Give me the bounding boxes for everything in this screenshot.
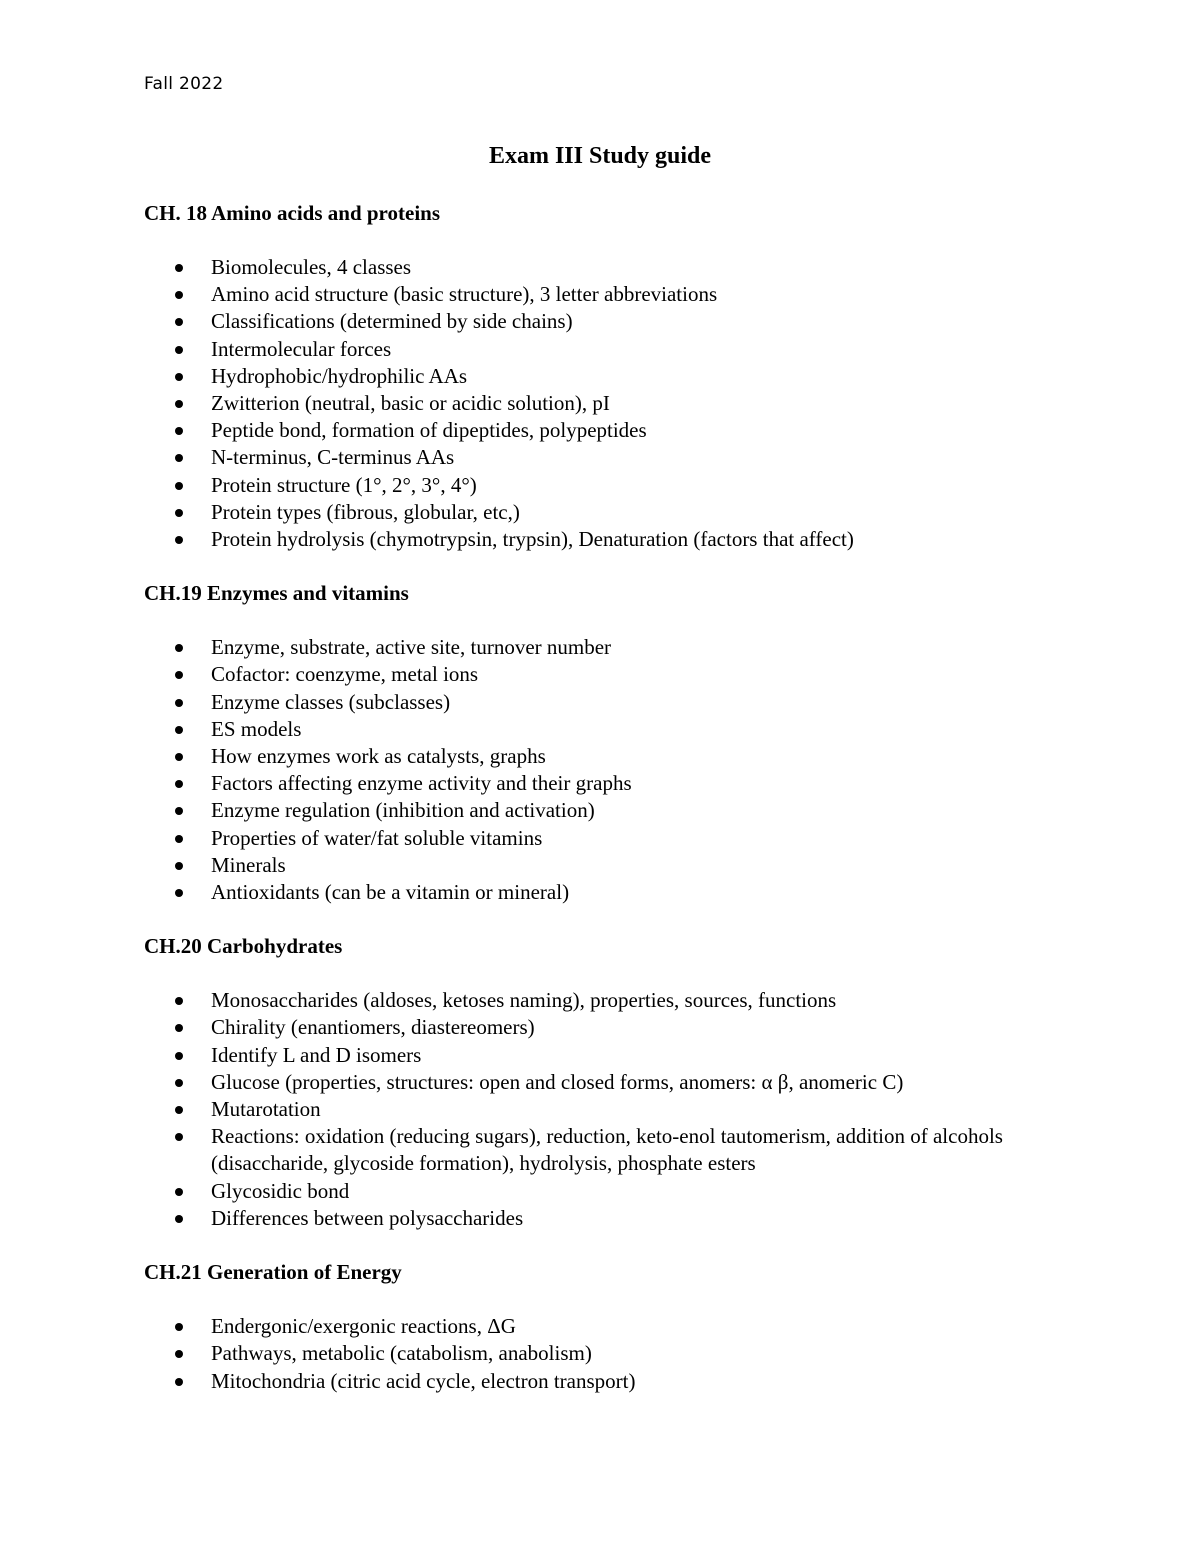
list-item-text: Identify L and D isomers (211, 1042, 422, 1067)
bullet-icon (175, 1079, 183, 1087)
list-item-text: N-terminus, C-terminus AAs (211, 445, 455, 470)
list-item (144, 1205, 1044, 1232)
list-item-text: Intermolecular forces (211, 336, 392, 361)
list-item (144, 363, 1044, 390)
list-item-text: Classifications (determined by side chains) (211, 309, 573, 334)
list-item (144, 1178, 1044, 1205)
bullet-icon (175, 807, 183, 815)
list-item (144, 743, 1044, 770)
list-item (144, 661, 1044, 688)
bullet-icon (175, 482, 183, 490)
bullet-icon (175, 1106, 183, 1114)
bullet-icon (175, 509, 183, 517)
list-item-text: Differences between polysaccharides (211, 1205, 524, 1230)
list-item (144, 987, 1044, 1014)
list-item (144, 1368, 1044, 1395)
list-item (144, 254, 1044, 281)
list-item (144, 444, 1044, 471)
bullet-icon (175, 1323, 183, 1331)
list-item-text: Enzyme classes (subclasses) (211, 689, 451, 714)
list-item (144, 852, 1044, 879)
bullet-list (144, 634, 1044, 906)
bullet-icon (175, 699, 183, 707)
list-item-text: Pathways, metabolic (catabolism, anabolism) (211, 1341, 592, 1366)
list-item (144, 1069, 1044, 1096)
section-heading: CH.21 Generation of Energy (144, 1260, 402, 1285)
list-item-text: Properties of water/fat soluble vitamins (211, 825, 543, 850)
list-item (144, 1340, 1044, 1367)
list-item (144, 879, 1044, 906)
list-item (144, 1042, 1044, 1069)
list-item-text: Minerals (211, 852, 286, 877)
list-item (144, 472, 1044, 499)
bullet-icon (175, 318, 183, 326)
list-item (144, 1014, 1044, 1041)
list-item-text: Reactions: oxidation (reducing sugars), reduction, keto-enol tautomerism, addition of alcohols (disaccharide, glycoside formation), hydrolysis, phosphate esters (211, 1124, 1003, 1176)
bullet-icon (175, 373, 183, 381)
list-item-text: Endergonic/exergonic reactions, ΔG (211, 1314, 516, 1339)
list-item-text: How enzymes work as catalysts, graphs (211, 744, 546, 769)
list-item-text: Protein structure (1°, 2°, 3°, 4°) (211, 472, 477, 497)
bullet-icon (175, 427, 183, 435)
list-item-text: Glycosidic bond (211, 1178, 350, 1203)
bullet-icon (175, 264, 183, 272)
list-item (144, 308, 1044, 335)
bullet-icon (175, 753, 183, 761)
section-heading: CH.19 Enzymes and vitamins (144, 581, 409, 606)
list-item-text: Enzyme regulation (inhibition and activation) (211, 798, 595, 823)
bullet-icon (175, 1188, 183, 1196)
list-item-text: Hydrophobic/hydrophilic AAs (211, 363, 468, 388)
list-item (144, 1096, 1044, 1123)
list-item (144, 336, 1044, 363)
bullet-icon (175, 889, 183, 897)
list-item (144, 1313, 1044, 1340)
list-item-text: Protein types (fibrous, globular, etc,) (211, 499, 520, 524)
bullet-icon (175, 400, 183, 408)
section-heading: CH. 18 Amino acids and proteins (144, 201, 440, 225)
bullet-icon (175, 726, 183, 734)
list-item-text: Biomolecules, 4 classes (211, 255, 412, 279)
bullet-list (144, 254, 1044, 553)
list-item-text: Protein hydrolysis (chymotrypsin, trypsin), Denaturation (factors that affect) (211, 527, 854, 552)
bullet-icon (175, 1052, 183, 1060)
list-item (144, 281, 1044, 308)
document-body (144, 200, 1044, 1422)
list-item (144, 689, 1044, 716)
bullet-icon (175, 780, 183, 788)
bullet-list (144, 987, 1044, 1232)
list-item-text: Chirality (enantiomers, diastereomers) (211, 1015, 535, 1040)
bullet-list (144, 1313, 1044, 1395)
list-item-text: ES models (211, 716, 302, 741)
bullet-icon (175, 1133, 183, 1141)
bullet-icon (175, 346, 183, 354)
list-item (144, 1123, 1044, 1177)
list-item-text: Enzyme, substrate, active site, turnover number (211, 635, 612, 660)
list-item (144, 825, 1044, 852)
page-title: Exam III Study guide (488, 143, 712, 169)
bullet-icon (175, 835, 183, 843)
page-header: Fall 2022 (144, 74, 224, 94)
bullet-icon (175, 644, 183, 652)
list-item-text: Factors affecting enzyme activity and their graphs (211, 771, 632, 796)
list-item (144, 634, 1044, 661)
list-item (144, 797, 1044, 824)
bullet-icon (175, 1215, 183, 1223)
list-item (144, 417, 1044, 444)
bullet-icon (175, 671, 183, 679)
list-item (144, 770, 1044, 797)
list-item (144, 526, 1044, 553)
list-item-text: Antioxidants (can be a vitamin or mineral) (211, 880, 570, 905)
list-item (144, 499, 1044, 526)
list-item-text: Glucose (properties, structures: open and closed forms, anomers: α β, anomeric C) (211, 1069, 904, 1094)
bullet-icon (175, 1024, 183, 1032)
list-item-text: Cofactor: coenzyme, metal ions (211, 662, 479, 687)
bullet-icon (175, 454, 183, 462)
list-item-text: Amino acid structure (basic structure), 3 letter abbreviations (211, 282, 718, 307)
list-item-text: Peptide bond, formation of dipeptides, polypeptides (211, 418, 647, 443)
bullet-icon (175, 291, 183, 299)
bullet-icon (175, 862, 183, 870)
section-heading: CH.20 Carbohydrates (144, 934, 343, 959)
bullet-icon (175, 997, 183, 1005)
list-item-text: Mitochondria (citric acid cycle, electron transport) (211, 1368, 636, 1393)
list-item-text: Monosaccharides (aldoses, ketoses naming), properties, sources, functions (211, 988, 837, 1013)
list-item (144, 716, 1044, 743)
bullet-icon (175, 1378, 183, 1386)
list-item (144, 390, 1044, 417)
list-item-text: Zwitterion (neutral, basic or acidic solution), pI (211, 391, 610, 416)
bullet-icon (175, 536, 183, 544)
bullet-icon (175, 1350, 183, 1358)
list-item-text: Mutarotation (211, 1097, 321, 1122)
